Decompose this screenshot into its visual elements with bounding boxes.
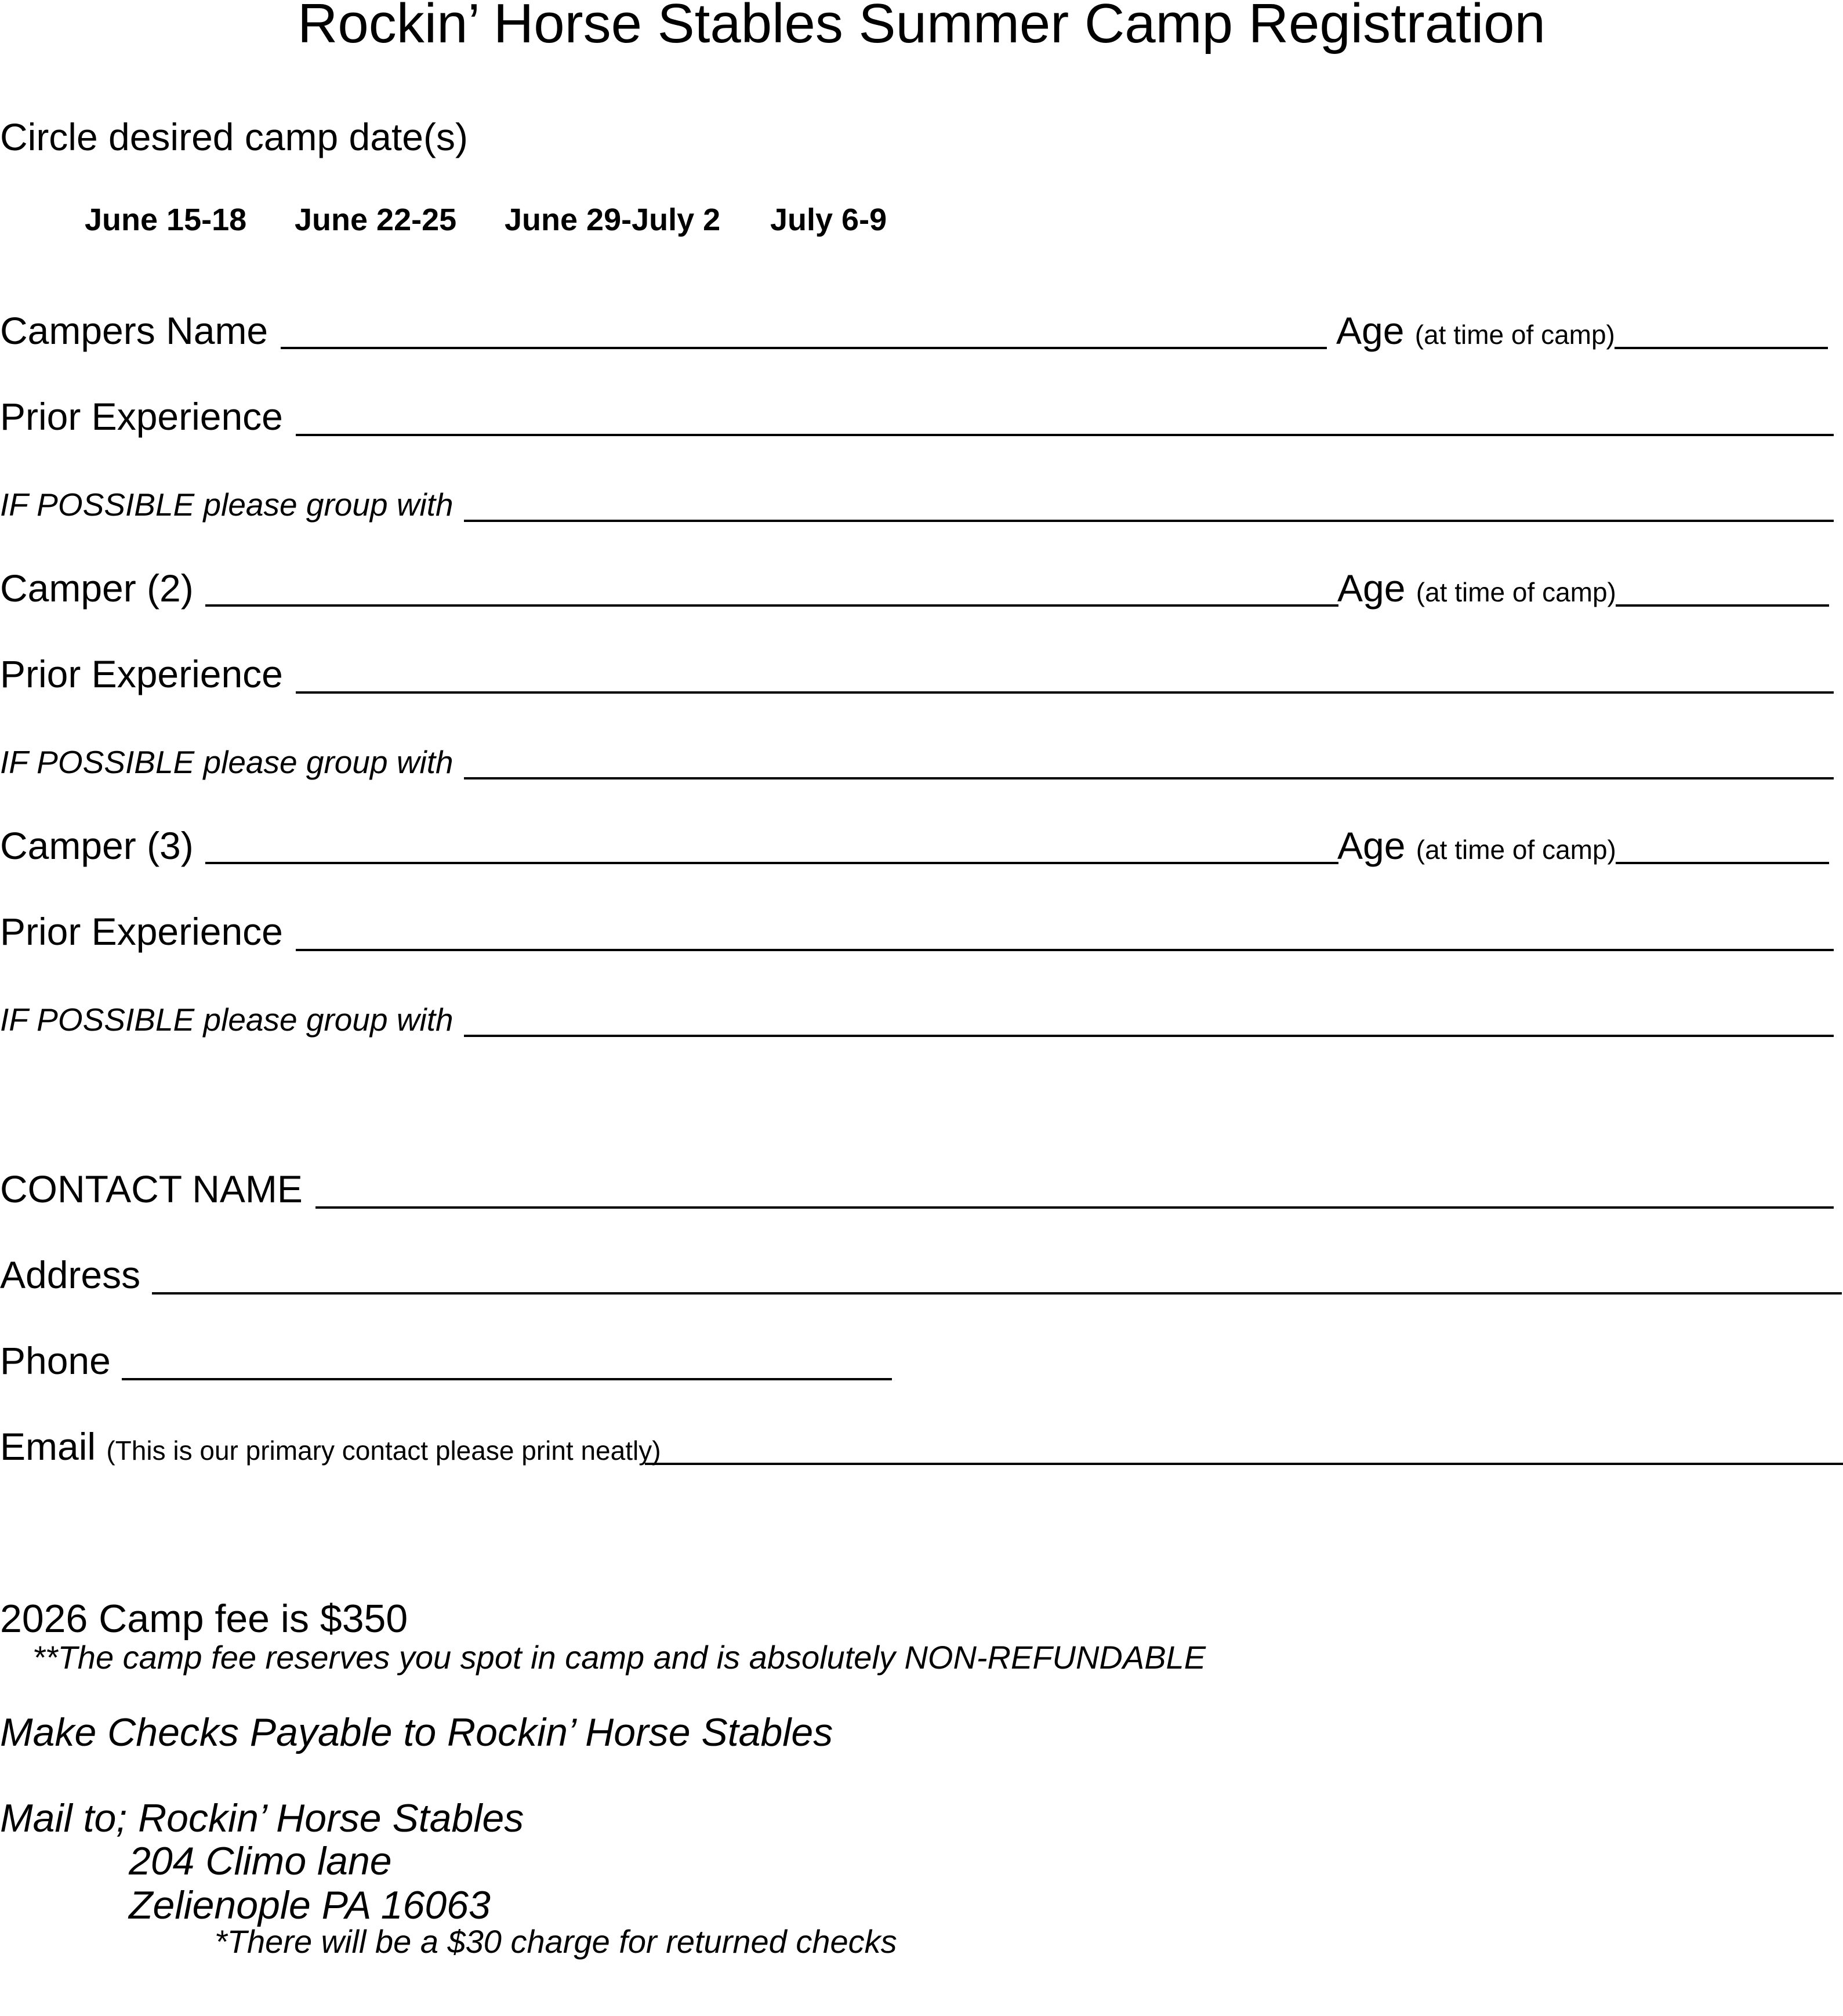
email-field[interactable] [645,1463,1843,1465]
fee-note: **The camp fee reserves you spot in camp and is absolutely NON-REFUNDABLE [32,1639,1206,1676]
contact-name-label: CONTACT NAME [0,1167,303,1210]
returned-checks-note: *There will be a $30 charge for returned checks [215,1923,897,1960]
camper3-experience-field[interactable] [296,949,1834,951]
camper2-name-field[interactable] [205,604,1338,607]
camper1-age-label: Age (at time of camp) [1336,309,1615,352]
mail-address-street: 204 Climo lane [129,1839,392,1883]
camp-date-option[interactable]: June 22-25 [295,202,457,237]
camper1-experience-label: Prior Experience [0,395,283,438]
mail-to: Mail to; Rockin’ Horse Stables [0,1796,524,1840]
phone-label: Phone [0,1339,111,1382]
camper2-experience-label: Prior Experience [0,652,283,695]
camper3-age-label: Age (at time of camp) [1337,824,1616,867]
payable-to: Make Checks Payable to Rockin’ Horse Stables [0,1710,833,1754]
camper3-group-field[interactable] [464,1035,1834,1037]
camper2-age-field[interactable] [1616,604,1829,607]
camper1-experience-field[interactable] [296,434,1834,436]
contact-name-field[interactable] [315,1206,1834,1209]
camper2-name-label: Camper (2) [0,567,194,610]
camper3-age-field[interactable] [1616,862,1829,864]
camper1-age-field[interactable] [1615,347,1828,349]
camper3-group-label: IF POSSIBLE please group with [0,1002,454,1038]
mail-address-city: Zelienople PA 16063 [129,1883,491,1927]
camper1-group-field[interactable] [464,520,1834,522]
dates-prompt: Circle desired camp date(s) [0,115,468,158]
address-field[interactable] [152,1292,1842,1295]
camper3-experience-label: Prior Experience [0,910,283,953]
camp-date-option[interactable]: June 15-18 [85,202,247,237]
camper1-group-label: IF POSSIBLE please group with [0,487,454,523]
address-label: Address [0,1253,141,1296]
camper2-group-field[interactable] [464,777,1834,779]
camp-date-option[interactable]: June 29-July 2 [505,202,721,237]
camper2-age-label: Age (at time of camp) [1337,567,1616,610]
page-title: Rockin’ Horse Stables Summer Camp Registration [298,0,1545,55]
camper2-experience-field[interactable] [296,691,1834,694]
camper1-name-field[interactable] [281,347,1327,349]
phone-field[interactable] [122,1378,892,1380]
camper2-group-label: IF POSSIBLE please group with [0,744,454,780]
camper3-name-label: Camper (3) [0,824,194,867]
camp-fee: 2026 Camp fee is $350 [0,1597,408,1641]
camper1-name-label: Campers Name [0,309,269,352]
camper3-name-field[interactable] [205,862,1338,864]
email-label: Email (This is our primary contact please print neatly) [0,1425,661,1468]
camp-date-option[interactable]: July 6-9 [770,202,887,237]
